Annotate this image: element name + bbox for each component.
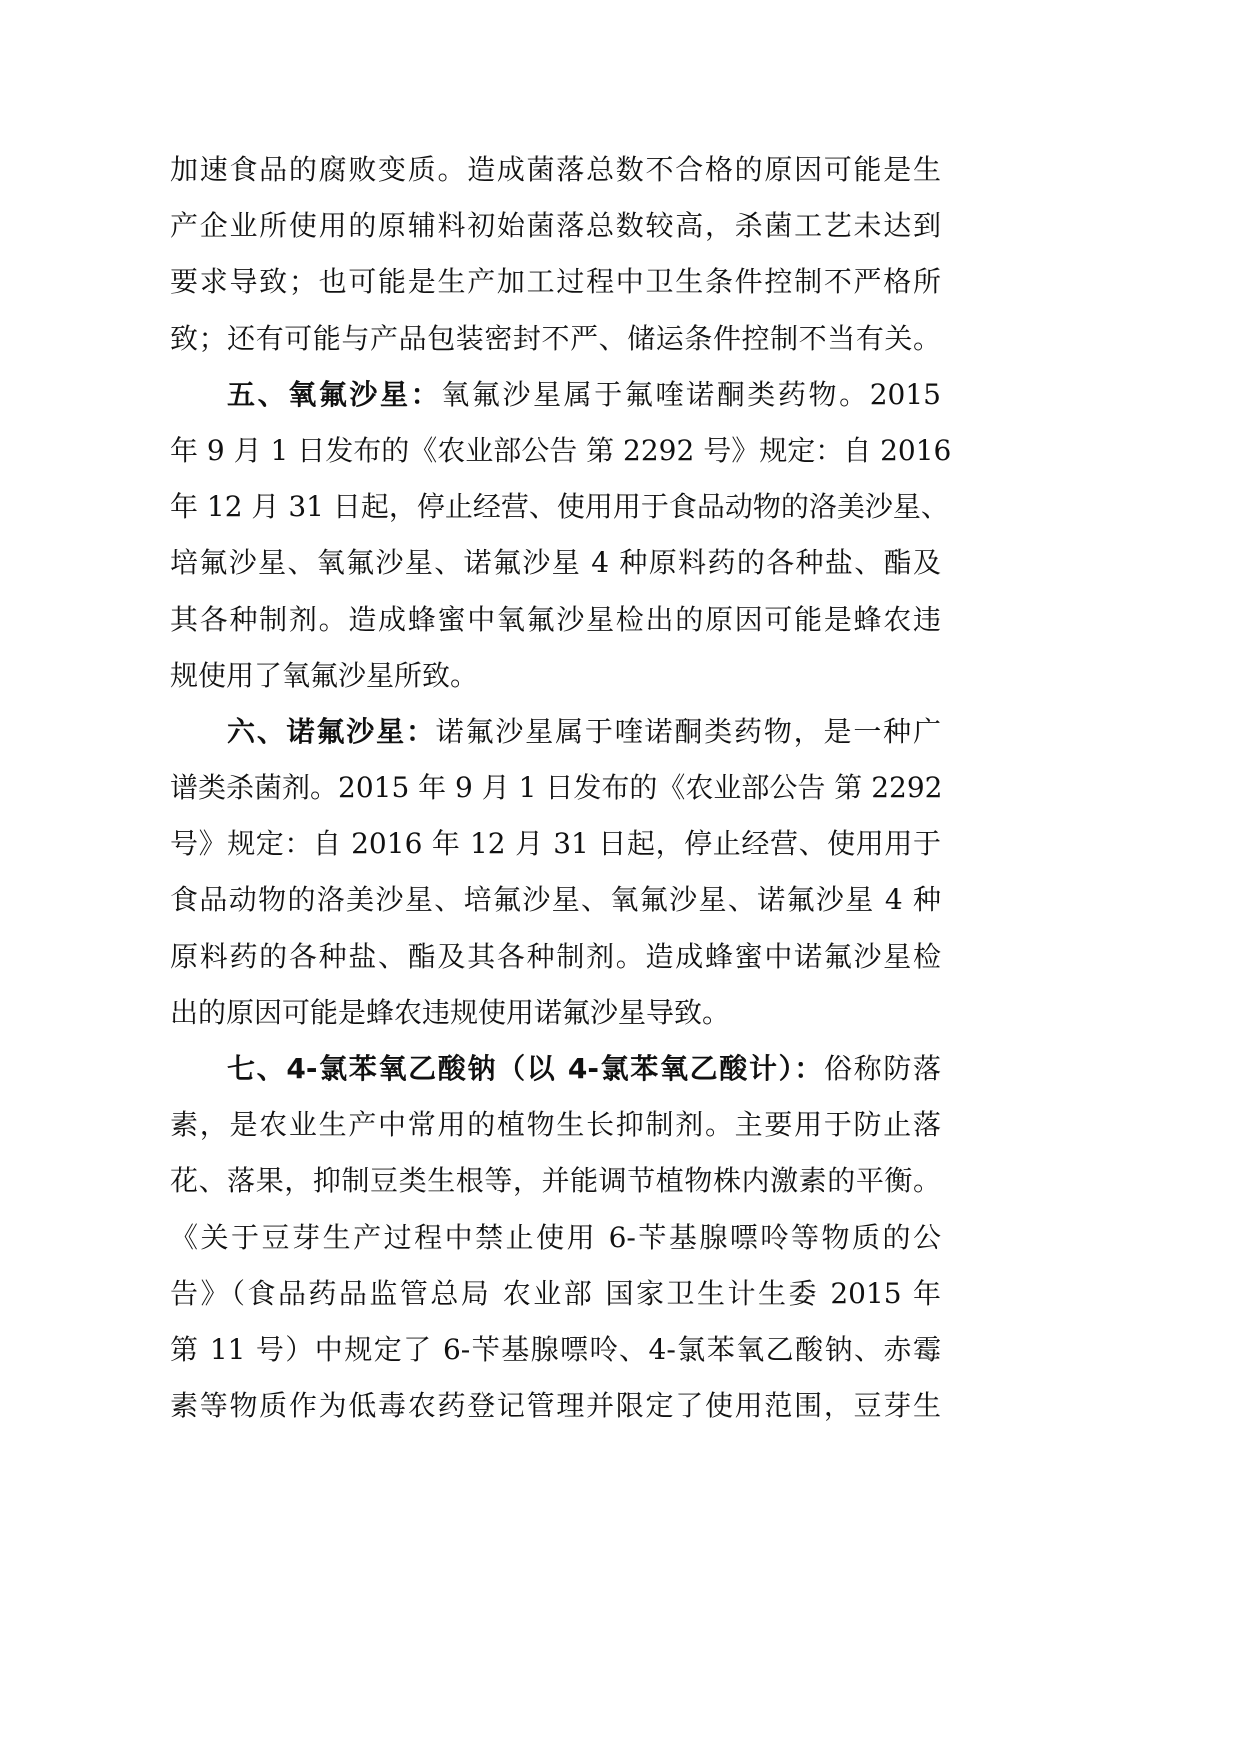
text-line: 致；还有可能与产品包装密封不严、储运条件控制不当有关。 [170,321,941,355]
text-span: 诺氟沙星属于喹诺酮类药物，是一种广 [435,714,941,748]
paragraph-ofloxacin [170,367,952,704]
text-line: 年 12 月 31 日起，停止经营、使用用于食品动物的洛美沙星、 [170,490,949,524]
text-line: 号》规定：自 2016 年 12 月 31 日起，停止经营、使用用于 [170,827,941,861]
document-page [170,142,952,1434]
text-line: 其各种制剂。造成蜂蜜中氧氟沙星检出的原因可能是蜂农违 [170,602,941,636]
text-line: 素，是农业生产中常用的植物生长抑制剂。主要用于防止落 [170,1108,941,1142]
text-line: 花、落果，抑制豆类生根等，并能调节植物株内激素的平衡。 [170,1164,941,1198]
text-line: 告》（食品药品监管总局 农业部 国家卫生计生委 2015 年 [170,1276,941,1310]
text-line: 加速食品的腐败变质。造成菌落总数不合格的原因可能是生 [170,153,941,186]
text-line: 《关于豆芽生产过程中禁止使用 6-苄基腺嘌呤等物质的公 [170,1220,941,1254]
paragraph-bacteria-cause [170,142,941,367]
text-line: 第 11 号）中规定了 6-苄基腺嘌呤、4-氯苯氧乙酸钠、赤霉 [170,1332,941,1366]
text-line: 原料药的各种盐、酯及其各种制剂。造成蜂蜜中诺氟沙星检 [170,939,941,973]
text-line: 年 9 月 1 日发布的《农业部公告 第 2292 号》规定：自 2016 [170,433,952,467]
section-heading: 六、诺氟沙星： [227,714,436,748]
text-line: 谱类杀菌剂。2015 年 9 月 1 日发布的《农业部公告 第 2292 [170,771,943,805]
text-line: 素等物质作为低毒农药登记管理并限定了使用范围，豆芽生 [170,1389,941,1423]
section-heading-line [170,367,941,423]
text-line: 食品动物的洛美沙星、培氟沙星、氧氟沙星、诺氟沙星 4 种 [170,883,941,917]
section-heading: 七、4-氯苯氧乙酸钠（以 4-氯苯氧乙酸计）： [227,1052,824,1085]
section-heading-line [170,1041,941,1097]
paragraph-4-cpa [170,1041,941,1434]
text-line: 出的原因可能是蜂农违规使用诺氟沙星导致。 [170,995,731,1029]
text-span: 俗称防落 [823,1052,941,1085]
text-span: 氧氟沙星属于氟喹诺酮类药物。2015 [441,377,941,411]
text-line: 规使用了氧氟沙星所致。 [170,658,479,692]
text-line: 要求导致；也可能是生产加工过程中卫生条件控制不严格所 [170,265,941,299]
section-heading-line [170,704,941,760]
paragraph-norfloxacin [170,704,941,1041]
section-heading: 五、氧氟沙星： [227,377,442,411]
text-line: 培氟沙星、氧氟沙星、诺氟沙星 4 种原料药的各种盐、酯及 [170,546,941,580]
text-line: 产企业所使用的原辅料初始菌落总数较高，杀菌工艺未达到 [170,209,941,243]
